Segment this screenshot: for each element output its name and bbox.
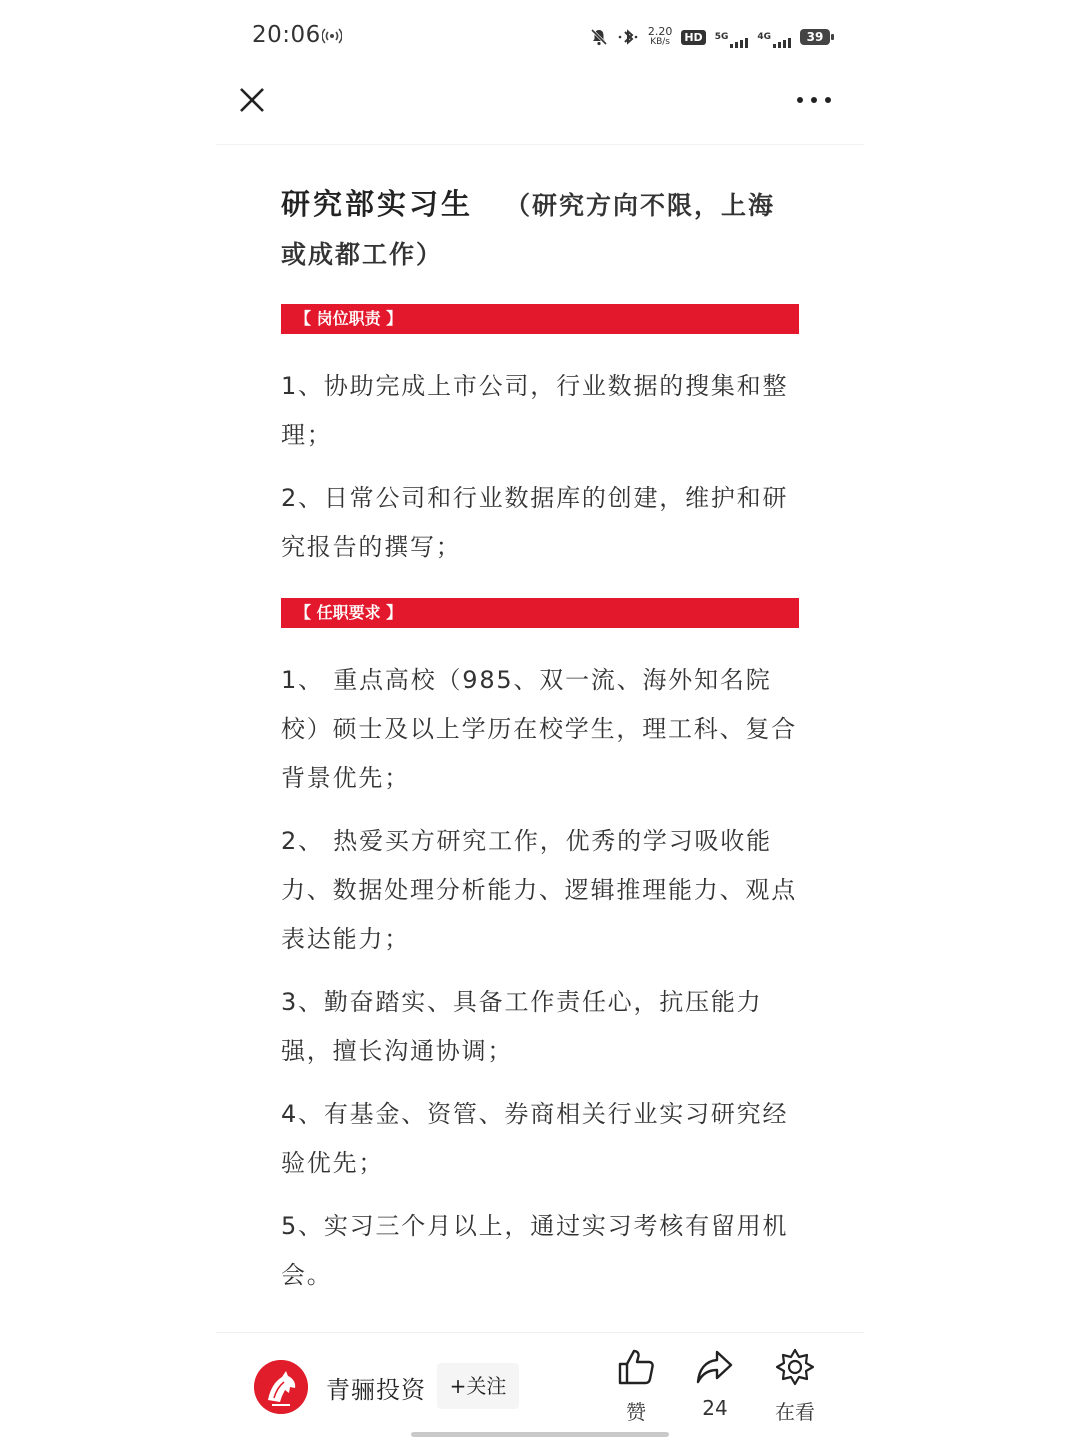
- mute-bell-icon: [590, 28, 608, 46]
- watching-label: 在看: [775, 1400, 815, 1424]
- section-header-requirements: 【 任职要求 】: [281, 598, 799, 628]
- home-indicator[interactable]: [411, 1432, 669, 1437]
- signal-bars-icon: [773, 38, 791, 48]
- title-main: 研究部实习生: [281, 187, 474, 221]
- signal-4g: [757, 32, 791, 42]
- share-arrow-icon: [695, 1348, 735, 1386]
- status-bar: [0, 0, 1080, 72]
- section-header-duties: 【 岗位职责 】: [281, 304, 799, 334]
- account-name[interactable]: 青骊投资: [326, 1376, 426, 1404]
- share-count: 24: [702, 1396, 728, 1420]
- status-icons: [590, 24, 830, 50]
- hotspot-icon: [322, 27, 342, 45]
- requirement-item: 1、 重点高校（985、双一流、海外知名院校）硕士及以上学历在校学生，理工科、复合背景优先；: [281, 666, 797, 792]
- speed-value: 2.20: [647, 25, 673, 38]
- watching-button[interactable]: [765, 1348, 825, 1425]
- more-options-icon[interactable]: [794, 86, 834, 114]
- duty-item: 2、日常公司和行业数据库的创建，维护和研究报告的撰写；: [281, 484, 789, 561]
- requirement-item: 4、有基金、资管、券商相关行业实习研究经验优先；: [281, 1100, 789, 1177]
- battery-icon: 39: [800, 29, 830, 45]
- thumbs-up-icon: [616, 1348, 656, 1386]
- signal-bars-icon: [730, 38, 748, 48]
- bluetooth-icon: [617, 28, 639, 46]
- article-content: [281, 180, 801, 1300]
- horse-logo-icon: [254, 1360, 308, 1414]
- network-speed: [648, 26, 673, 48]
- requirement-item: 3、勤奋踏实、具备工作责任心，抗压能力强，擅长沟通协调；: [281, 988, 763, 1065]
- hd-badge: HD: [681, 30, 705, 45]
- duty-item: 1、协助完成上市公司，行业数据的搜集和整理；: [281, 372, 789, 449]
- requirement-item: 2、 热爱买方研究工作，优秀的学习吸收能力、数据处理分析能力、逻辑推理能力、观点表达能力；: [281, 827, 797, 953]
- like-label: 赞: [626, 1400, 646, 1424]
- follow-button[interactable]: +关注: [437, 1363, 519, 1409]
- divider: [216, 144, 864, 145]
- like-button[interactable]: [606, 1348, 666, 1425]
- status-time: 20:06: [252, 22, 321, 48]
- signal-5g-label: 5G: [714, 32, 729, 42]
- avatar[interactable]: [254, 1360, 308, 1414]
- close-icon[interactable]: [236, 84, 268, 116]
- watching-flower-icon: [775, 1348, 815, 1386]
- signal-5g: [715, 32, 749, 42]
- signal-4g-label: 4G: [757, 32, 771, 42]
- share-button[interactable]: [685, 1348, 745, 1420]
- article-title: [281, 180, 801, 279]
- top-bar: [0, 72, 1080, 132]
- title-sub: （研究方向不限，上海或成都工作）: [281, 191, 776, 269]
- speed-unit: KB/s: [650, 37, 670, 47]
- requirement-item: 5、实习三个月以上，通过实习考核有留用机会。: [281, 1212, 789, 1289]
